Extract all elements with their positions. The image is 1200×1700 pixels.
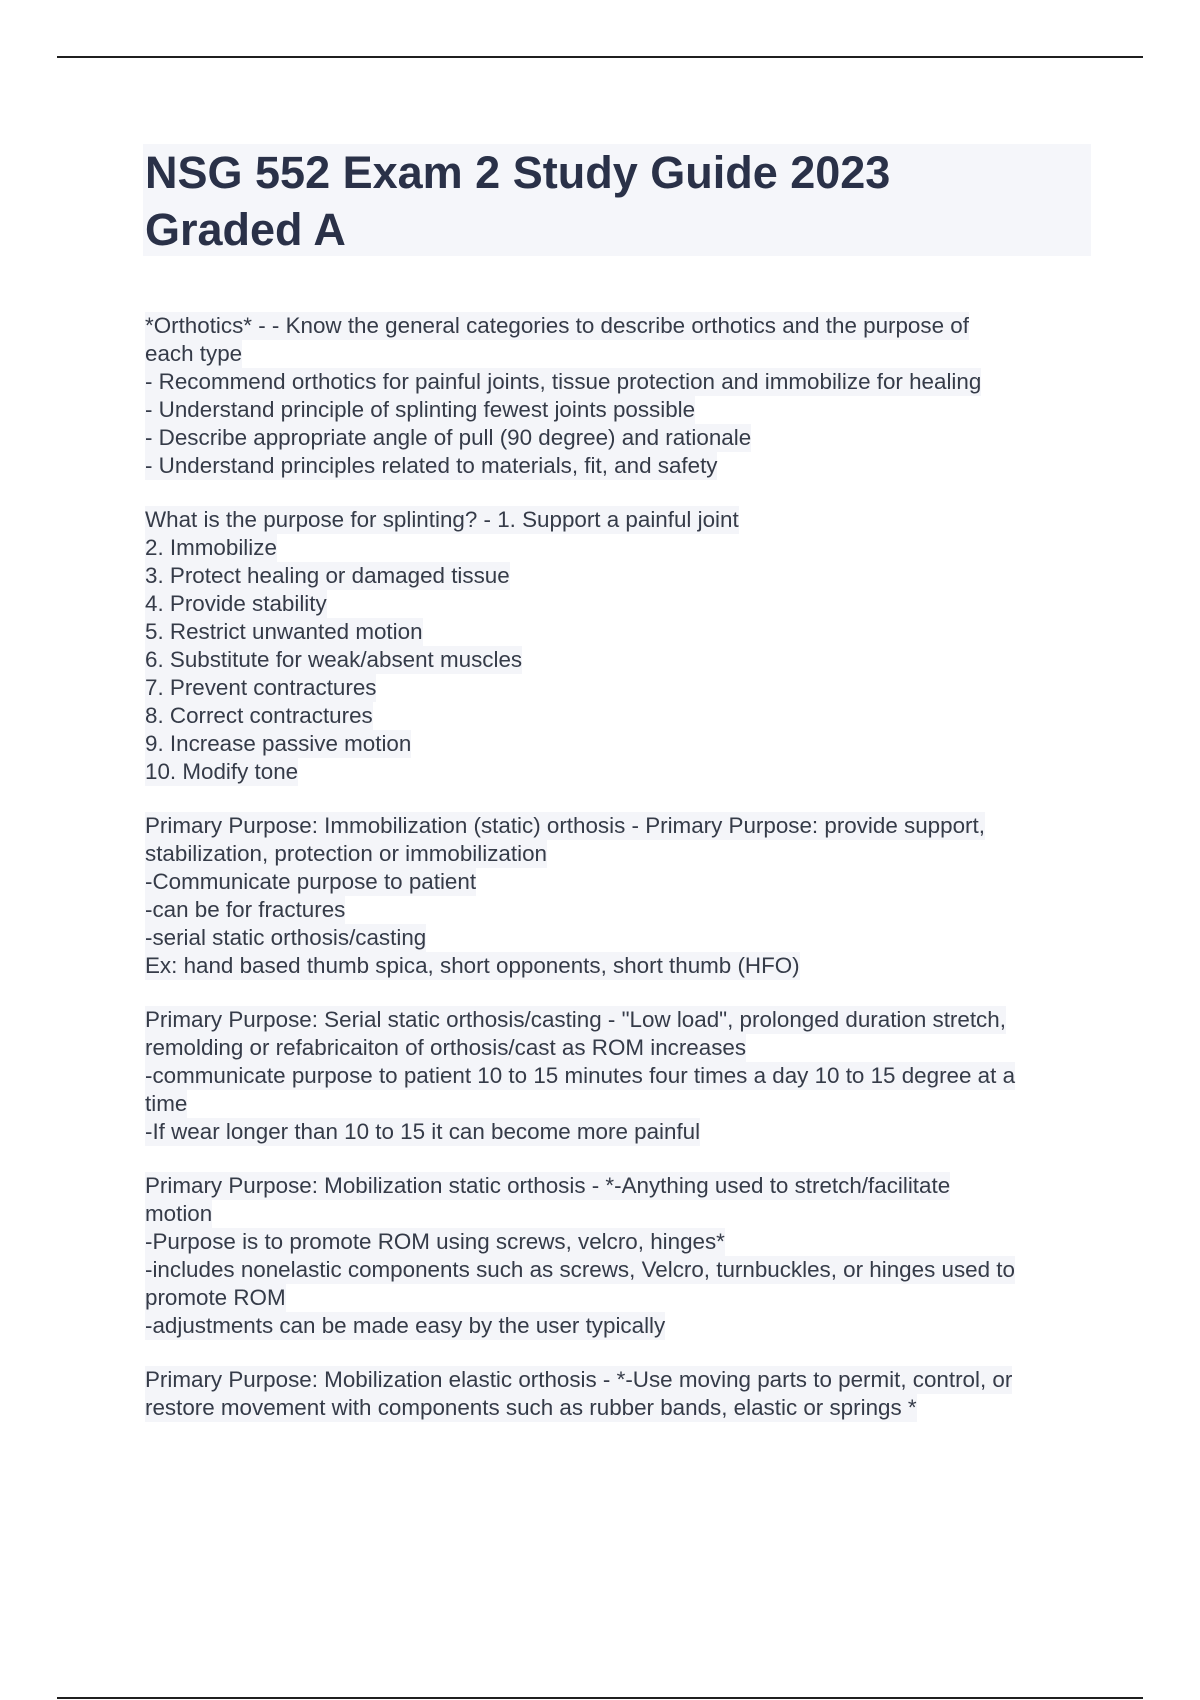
entry-line: restore movement with components such as rubber bands, elastic or springs * bbox=[145, 1395, 917, 1420]
qa-entry bbox=[145, 1006, 1105, 1146]
qa-entry bbox=[145, 1172, 1105, 1340]
entry-line: motion bbox=[145, 1201, 213, 1226]
entry-line: Primary Purpose: Serial static orthosis/casting - "Low load", prolonged duration stretch, bbox=[145, 1007, 1006, 1032]
entry-line: Ex: hand based thumb spica, short opponents, short thumb (HFO) bbox=[145, 953, 800, 978]
entry-line: 7. Prevent contractures bbox=[145, 675, 377, 700]
entry-line: remolding or refabricaiton of orthosis/cast as ROM increases bbox=[145, 1035, 747, 1060]
entry-line: -Communicate purpose to patient bbox=[145, 869, 477, 894]
entry-line: -includes nonelastic components such as screws, Velcro, turnbuckles, or hinges used to bbox=[145, 1257, 1015, 1282]
title-line-2: Graded A bbox=[145, 204, 346, 255]
entry-line: 9. Increase passive motion bbox=[145, 731, 412, 756]
entry-line: 6. Substitute for weak/absent muscles bbox=[145, 647, 523, 672]
entry-line: -If wear longer than 10 to 15 it can become more painful bbox=[145, 1119, 701, 1144]
qa-entry bbox=[145, 506, 1105, 786]
entry-line: 8. Correct contractures bbox=[145, 703, 373, 728]
entry-line: -communicate purpose to patient 10 to 15 minutes four times a day 10 to 15 degree at a bbox=[145, 1063, 1016, 1088]
title-line-1: NSG 552 Exam 2 Study Guide 2023 bbox=[145, 147, 891, 198]
entry-line: - Understand principles related to materials, fit, and safety bbox=[145, 453, 718, 478]
entry-line: 10. Modify tone bbox=[145, 759, 299, 784]
entry-line: 2. Immobilize bbox=[145, 535, 277, 560]
document-body bbox=[145, 312, 1105, 1448]
entry-line: -can be for fractures bbox=[145, 897, 346, 922]
entry-line: promote ROM bbox=[145, 1285, 286, 1310]
entry-line: each type bbox=[145, 341, 243, 366]
page-title bbox=[143, 144, 1091, 258]
entry-line: time bbox=[145, 1091, 188, 1116]
top-rule bbox=[57, 56, 1143, 58]
entry-line: *Orthotics* - - Know the general categories to describe orthotics and the purpose of bbox=[145, 313, 969, 338]
qa-entry bbox=[145, 1366, 1105, 1422]
entry-line: 4. Provide stability bbox=[145, 591, 327, 616]
entry-line: 5. Restrict unwanted motion bbox=[145, 619, 423, 644]
entry-line: -serial static orthosis/casting bbox=[145, 925, 427, 950]
entry-line: 3. Protect healing or damaged tissue bbox=[145, 563, 510, 588]
entry-line: Primary Purpose: Immobilization (static) orthosis - Primary Purpose: provide support, bbox=[145, 813, 985, 838]
bottom-rule bbox=[57, 1697, 1143, 1699]
entry-line: -adjustments can be made easy by the user typically bbox=[145, 1313, 666, 1338]
entry-line: Primary Purpose: Mobilization elastic orthosis - *-Use moving parts to permit, control, or bbox=[145, 1367, 1013, 1392]
entry-line: -Purpose is to promote ROM using screws, velcro, hinges* bbox=[145, 1229, 725, 1254]
title-block bbox=[143, 144, 1091, 256]
entry-line: - Recommend orthotics for painful joints, tissue protection and immobilize for healing bbox=[145, 369, 982, 394]
entry-line: - Understand principle of splinting fewest joints possible bbox=[145, 397, 696, 422]
qa-entry bbox=[145, 312, 1105, 480]
entry-line: Primary Purpose: Mobilization static orthosis - *-Anything used to stretch/facilitate bbox=[145, 1173, 951, 1198]
entry-line: stabilization, protection or immobilization bbox=[145, 841, 547, 866]
qa-entry bbox=[145, 812, 1105, 980]
entry-line: What is the purpose for splinting? - 1. Support a painful joint bbox=[145, 507, 739, 532]
entry-line: - Describe appropriate angle of pull (90 degree) and rationale bbox=[145, 425, 752, 450]
